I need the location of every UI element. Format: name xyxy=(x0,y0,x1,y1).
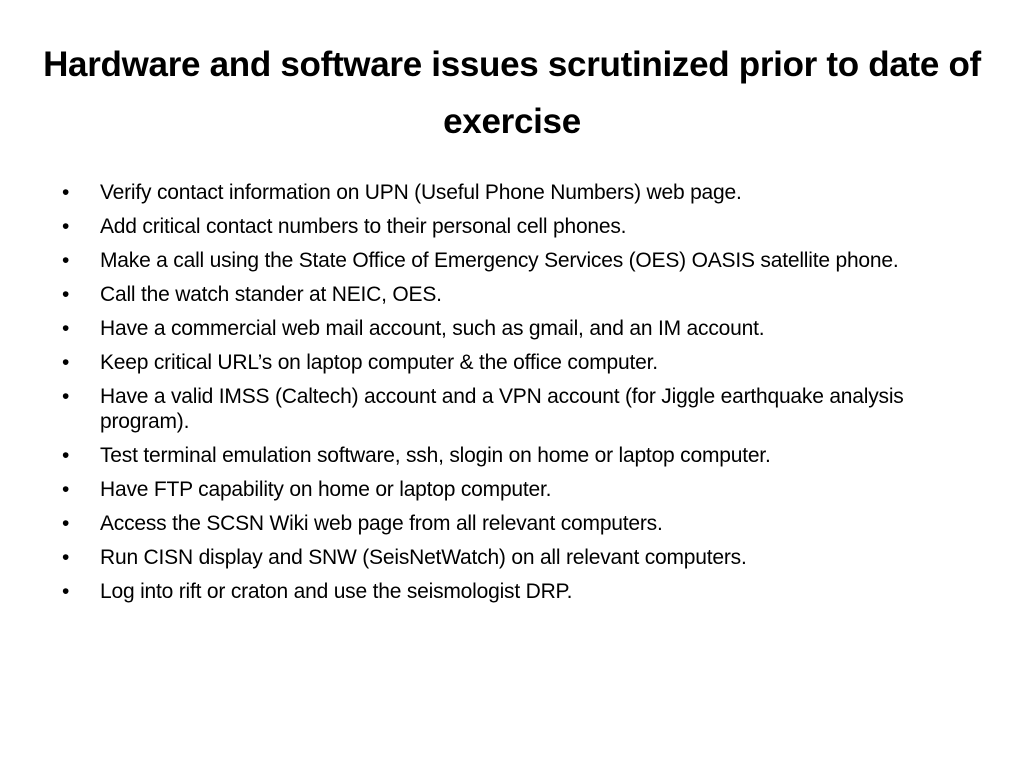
bullet-icon: • xyxy=(62,181,70,204)
bullet-item xyxy=(60,443,980,468)
bullet-item xyxy=(60,477,980,502)
bullet-item xyxy=(60,545,980,570)
bullet-list xyxy=(60,180,980,613)
bullet-item xyxy=(60,350,980,375)
bullet-item xyxy=(60,282,980,307)
bullet-item xyxy=(60,579,980,604)
bullet-item xyxy=(60,316,980,341)
bullet-icon: • xyxy=(62,283,70,306)
bullet-icon: • xyxy=(62,215,70,238)
bullet-text: Make a call using the State Office of Emergency Services (OES) OASIS satellite phone. xyxy=(100,249,899,272)
bullet-text: Keep critical URL’s on laptop computer & the office computer. xyxy=(100,351,658,374)
bullet-icon: • xyxy=(62,351,70,374)
bullet-text: Log into rift or craton and use the seismologist DRP. xyxy=(100,580,573,603)
bullet-text: Have a commercial web mail account, such as gmail, and an IM account. xyxy=(100,317,765,340)
bullet-icon: • xyxy=(62,385,70,408)
bullet-text: Call the watch stander at NEIC, OES. xyxy=(100,283,442,306)
bullet-icon: • xyxy=(62,249,70,272)
bullet-icon: • xyxy=(62,512,70,535)
bullet-text: Run CISN display and SNW (SeisNetWatch) on all relevant computers. xyxy=(100,546,747,569)
bullet-text: Test terminal emulation software, ssh, slogin on home or laptop computer. xyxy=(100,444,771,467)
bullet-text: Verify contact information on UPN (Useful Phone Numbers) web page. xyxy=(100,181,742,204)
bullet-icon: • xyxy=(62,478,70,501)
bullet-item xyxy=(60,248,980,273)
bullet-text: Access the SCSN Wiki web page from all relevant computers. xyxy=(100,512,663,535)
bullet-item xyxy=(60,384,980,434)
bullet-item xyxy=(60,214,980,239)
bullet-text: Have a valid IMSS (Caltech) account and a VPN account (for Jiggle earthquake analysis program). xyxy=(100,385,904,433)
bullet-icon: • xyxy=(62,580,70,603)
slide-title: Hardware and software issues scrutinized prior to date of exercise xyxy=(43,45,981,141)
bullet-icon: • xyxy=(62,546,70,569)
bullet-text: Have FTP capability on home or laptop computer. xyxy=(100,478,552,501)
bullet-text: Add critical contact numbers to their personal cell phones. xyxy=(100,215,627,238)
bullet-icon: • xyxy=(62,444,70,467)
bullet-item xyxy=(60,180,980,205)
bullet-icon: • xyxy=(62,317,70,340)
bullet-item xyxy=(60,511,980,536)
